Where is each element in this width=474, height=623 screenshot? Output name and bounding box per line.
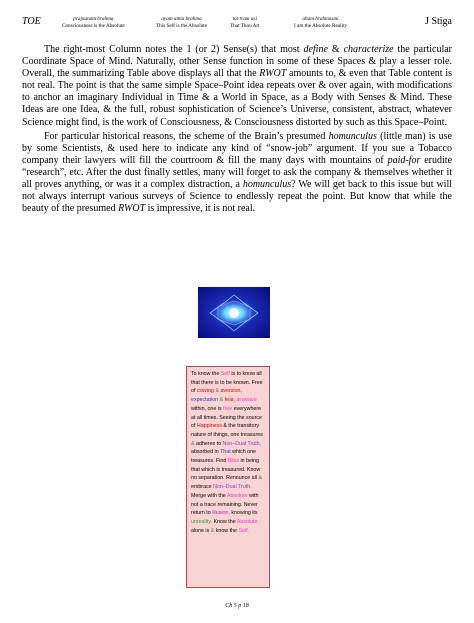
self-text-segment: Self. xyxy=(238,527,250,534)
self-text-segment: Merge with the xyxy=(191,484,254,499)
page-header xyxy=(22,14,452,38)
self-text-segment: To know the xyxy=(191,371,221,377)
self-text-segment: & xyxy=(210,527,215,534)
glowing-shape-graphic xyxy=(198,287,270,338)
self-text-segment: unreality. xyxy=(191,518,213,525)
self-text-segment: & the transitory nature of things, one treasures xyxy=(191,423,265,438)
self-text-segment: with not a trace remaining. Never return to xyxy=(191,492,260,517)
paragraph-coordinate-space: The right-most Column notes the 1 (or 2) Sense(s) that most define & characterize the particular Coordinate Space of Mind. Naturally, other Sense function in some of these Spaces & play a lesser role. Overall, the summarizing Table above displays all that the RWOT amounts to, & even that Table content is not real. The point is that the same simple Space–Point idea repeats over & over again, with modifications to anchor an imaginary Individual in Time & a World in Space, as a Body with Senses & Mind. These Ideas are one Idea, & the full, robust sophistication of Science’s Universe, consistent, abstract, whatever Science might find, is the work of Consciousness, & Consciousness distorted by such as this Space–Point. xyxy=(22,44,452,128)
self-text-segment: within, one is xyxy=(191,397,259,412)
self-text-segment: Happiness xyxy=(196,423,222,430)
self-text-segment: Absolute xyxy=(236,518,258,525)
self-text-segment: alone is xyxy=(191,518,259,534)
self-text-segment: at peace xyxy=(236,397,257,404)
self-text-segment: & xyxy=(218,397,225,404)
header-mantra-2: ayam atma brahma This Self is the Absolute xyxy=(156,16,208,29)
self-text-segment: embrace xyxy=(191,475,264,491)
self-text-segment: Non–Dual Truth, xyxy=(222,440,262,447)
self-text-segment: aversion, xyxy=(220,388,242,395)
self-text-segment: know the xyxy=(214,527,239,534)
page-number: Ch 5 p 18 xyxy=(225,603,249,609)
self-text-segment: craving xyxy=(196,388,214,395)
self-text-segment: Non–Dual Truth. xyxy=(213,484,252,491)
self-text-segment: everywhere at all times. Seeing the source of xyxy=(191,405,264,430)
glowing-shape-image xyxy=(198,287,270,338)
self-text-segment: which one treasures. Find xyxy=(191,449,258,465)
header-author: J Stiga xyxy=(425,16,452,27)
header-mantra-3: tat tvam asi That Thou Art xyxy=(230,16,260,29)
self-knowledge-textbox xyxy=(186,366,270,588)
self-text-segment: & xyxy=(191,440,195,447)
self-text-segment: & xyxy=(213,388,221,395)
header-mantra-4: aham brahmasmi I am the Absolute Reality xyxy=(294,16,348,29)
self-text-segment: Self xyxy=(220,371,230,377)
self-text-segment: in being that which is treasured. Know no separation. Renounce all xyxy=(191,458,262,482)
self-text-segment: free xyxy=(223,405,233,412)
header-mantra-1: prajnanam brahma Consciousness is the Absolute xyxy=(62,16,125,29)
header-left: TOE xyxy=(22,16,41,27)
self-text-segment: fear, xyxy=(224,397,235,404)
paragraph-homunculus: For particular historical reasons, the scheme of the Brain’s presumed homunculus (little man) is use by some Scientists, & used here to indicate any kind of “snow-job” argument. If you sue a Tobacco company their lawyers will fill the courtroom & fill the many days with mountains of paid-for erudite “research”, etc. After the dust finally settles, many will forget to ask the company & themselves whether it all proves anything, or was it a complex distraction, a homunculus? We will get back to this issue but will not always interrupt various surveys of Science to endlessly repeat the point. But know that while the beauty of the presumed RWOT is impressive, it is not real. xyxy=(22,130,453,215)
self-text-segment: Absolute xyxy=(226,492,248,499)
body-text xyxy=(22,44,452,215)
self-text-segment: Bliss xyxy=(227,458,239,465)
self-text-segment: knowing its xyxy=(229,510,260,517)
self-text-segment: illusion, xyxy=(212,510,230,517)
self-knowledge-text xyxy=(191,371,264,534)
self-text-segment: & xyxy=(258,475,262,482)
self-text-segment: That xyxy=(220,449,231,456)
self-text-segment xyxy=(242,388,243,394)
self-text-segment: Know the xyxy=(212,518,237,525)
self-text-segment: is to know all that there is to be known. Free of xyxy=(191,371,265,395)
self-text-segment: absorbed in xyxy=(191,440,263,456)
self-text-segment: adheres to xyxy=(194,440,223,447)
self-text-segment: expectation xyxy=(191,397,219,404)
